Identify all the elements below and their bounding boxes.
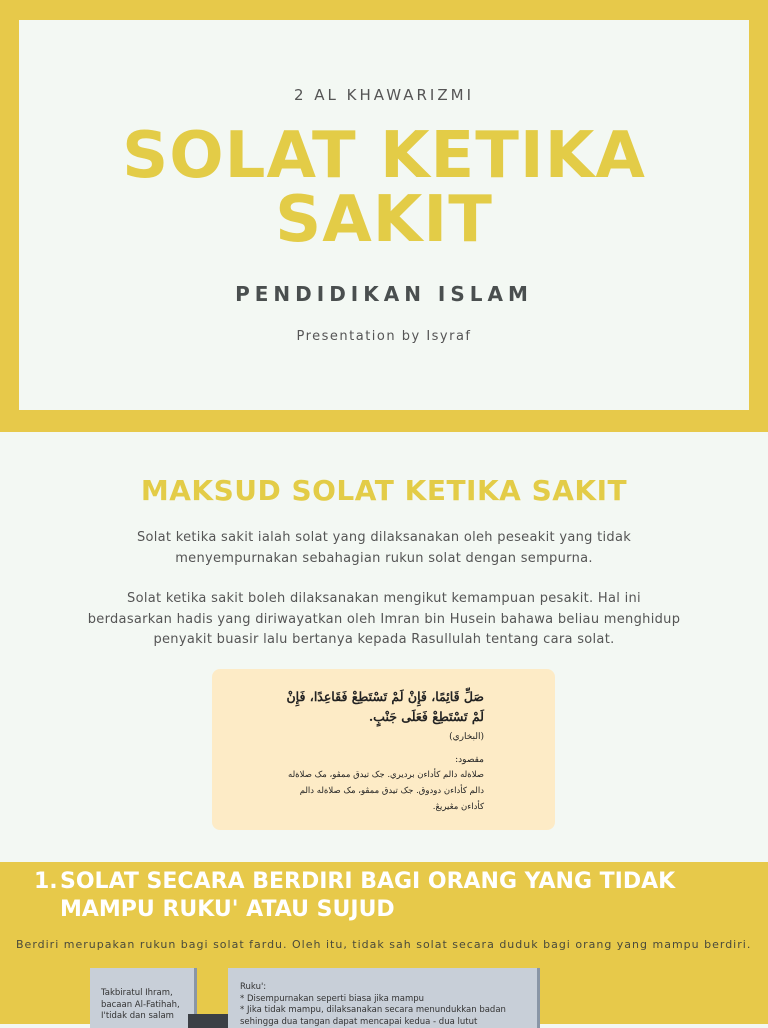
definition-paragraph: Solat ketika sakit ialah solat yang dilaksanakan oleh peseakit yang tidak menyempurnakan sebahagian rukun solat dengan sempurna. (136, 530, 632, 566)
section-heading-text: SOLAT SECARA BERDIRI BAGI ORANG YANG TIDAK MAMPU RUKU' ATAU SUJUD (60, 869, 676, 922)
title-line-1: SOLAT KETIKA (122, 119, 646, 193)
standing-prayer-slide (0, 862, 768, 1027)
hadith-card (212, 669, 555, 830)
ruku-line-2: * Jika tidak mampu, dilaksanakan secara menundukkan badan sehingga dua tangan dapat mencapai kedua - dua lutut (240, 1005, 506, 1027)
section-description: Berdiri merupakan rukun bagi solat fardu. Oleh itu, tidak sah solat secara duduk bagi orang yang mampu berdiri. (16, 938, 752, 951)
definition-slide (0, 432, 768, 862)
definition-title: MAKSUD SOLAT KETIKA SAKIT (140, 474, 628, 507)
hadith-arabic: صَلِّ قَائِمًا، فَإِنْ لَمْ تَسْتَطِعْ فَقَاعِدًا، فَإِنْ لَمْ تَسْتَطِعْ فَعَلَى جَنْبٍ. (286, 689, 484, 724)
standing-steps-box: Takbiratul Ihram, bacaan Al-Fatihah, I'tidak dan salam (90, 968, 197, 1028)
subject-subtitle: PENDIDIKAN ISLAM (235, 282, 533, 306)
title-line-2: SAKIT (275, 183, 493, 257)
section-number: 1. (34, 869, 58, 894)
ruku-box (228, 968, 540, 1028)
hadith-meaning: صلاةله دالم كأداءن برديري. جک تيدق ممڤو، مک صلاةله دالم كأداءن دودوق. جک تيدق ممڤو، مک صلاةله دالم كأداءن مڠيريڠ. (288, 770, 484, 812)
presentation-title (19, 119, 749, 257)
cover-card (19, 20, 749, 410)
cover-slide (0, 0, 768, 432)
ruku-line-1: * Disempurnakan seperti biasa jika mampu (240, 993, 425, 1004)
hadith-source: (البخاري) (449, 732, 484, 742)
ruku-title: Ruku': (240, 982, 267, 992)
section-heading (34, 868, 768, 924)
hadith-context-paragraph: Solat ketika sakit boleh dilaksanakan mengikut kemampuan pesakit. Hal ini berdasarkan hadis yang diriwayatkan oleh Imran bin Husein bahawa beliau menghidup penyakit buasir lalu bertanya kepada Rasullulah tentang cara solat. (87, 591, 681, 647)
class-name: 2 AL KHAWARIZMI (293, 86, 474, 104)
hadith-text (284, 687, 484, 815)
presenter-byline: Presentation by Isyraf (296, 329, 472, 344)
hadith-meaning-label: مقصود: (455, 755, 484, 765)
